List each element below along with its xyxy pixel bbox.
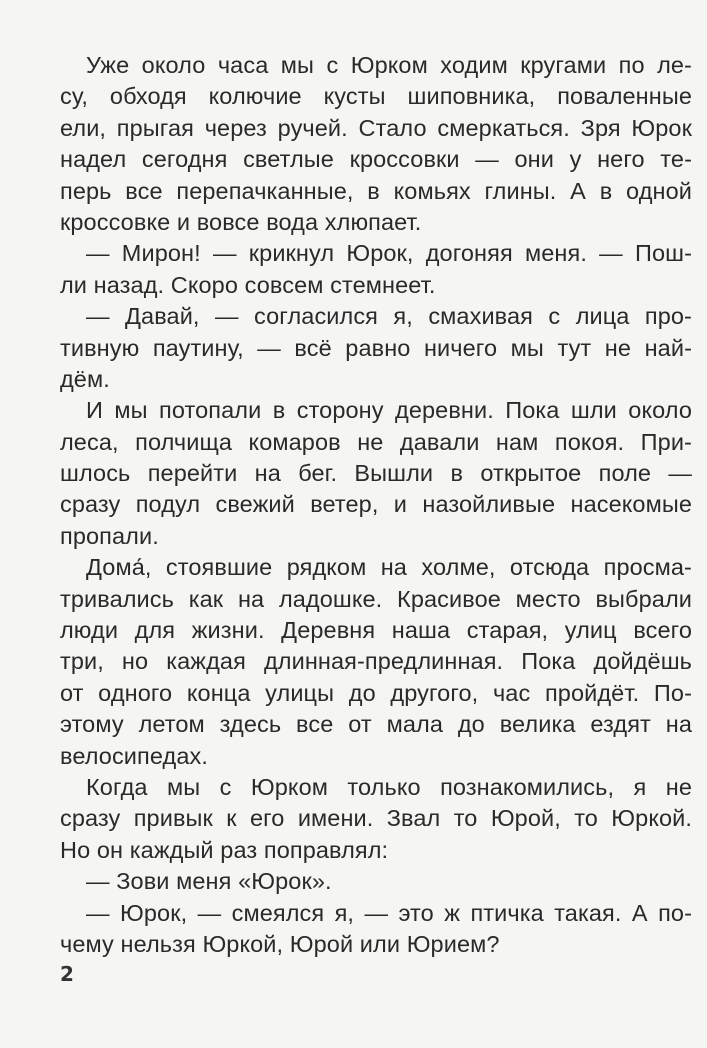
body-text <box>60 50 692 960</box>
text-line: су, обходя колючие кусты шиповника, поваленные <box>60 83 692 110</box>
text-line: этому летом здесь все от мала до велика ездят на <box>60 711 692 738</box>
text-line: кроссовке и вовсе вода хлюпает. <box>60 208 422 235</box>
text-line: ели, прыгая через ручей. Стало смеркаться. Зря Юрок <box>60 114 692 141</box>
text-line: — Зови меня «Юрок». <box>86 868 332 895</box>
text-line: перь все перепачканные, в комьях глины. А в одной <box>60 177 692 204</box>
text-line: И мы потопали в сторону деревни. Пока шли около <box>86 397 692 424</box>
text-line: тивную паутину, — всё равно ничего мы тут не най- <box>60 334 692 361</box>
text-line: сразу привык к его имени. Звал то Юрой, то Юркой. <box>60 805 692 832</box>
page-number: 2 <box>60 962 74 986</box>
text-line: Когда мы с Юрком только познакомились, я не <box>86 773 692 800</box>
text-line: Но он каждый раз поправлял: <box>60 836 389 863</box>
text-line: тривались как на ладошке. Красивое место выбрали <box>60 585 692 612</box>
text-line: Дома́, стоявшие рядком на холме, отсюда просма- <box>86 554 692 581</box>
text-line: ли назад. Скоро совсем стемнеет. <box>60 271 436 298</box>
text-line: дём. <box>60 365 110 392</box>
text-line: от одного конца улицы до другого, час пройдёт. По- <box>60 679 692 706</box>
text-line: сразу подул свежий ветер, и назойливые насекомые <box>60 491 692 518</box>
text-line: пропали. <box>60 522 159 549</box>
text-line: Уже около часа мы с Юрком ходим кругами по ле- <box>86 52 692 78</box>
text-line: велосипедах. <box>60 742 208 769</box>
text-line: три, но каждая длинная-предлинная. Пока дойдёшь <box>60 648 692 675</box>
text-line: — Давай, — согласился я, смахивая с лица про- <box>86 303 692 330</box>
text-line: — Мирон! — крикнул Юрок, догоняя меня. — Пош- <box>86 240 692 267</box>
text-line: надел сегодня светлые кроссовки — они у него те- <box>60 146 692 173</box>
text-line: люди для жизни. Деревня наша старая, улиц всего <box>60 617 692 644</box>
text-line: шлось перейти на бег. Вышли в открытое поле — <box>60 460 692 487</box>
text-line: чему нельзя Юркой, Юрой или Юрием? <box>60 930 500 957</box>
text-line: леса, полчища комаров не давали нам покоя. При- <box>60 428 692 455</box>
text-line: — Юрок, — смеялся я, — это ж птичка такая. А по- <box>86 899 692 926</box>
